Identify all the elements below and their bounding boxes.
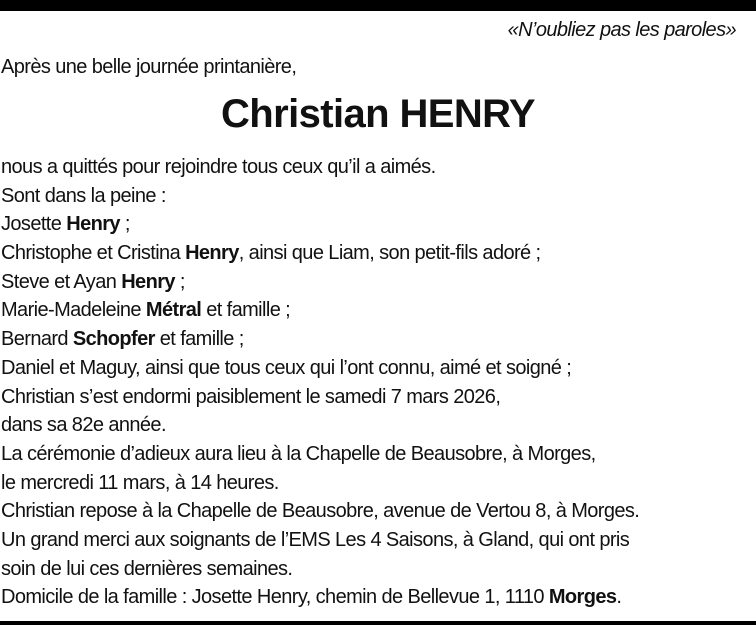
mourner-suffix: ; bbox=[119, 213, 130, 236]
obituary-body bbox=[1, 153, 756, 612]
address-town: Morges bbox=[548, 586, 617, 609]
deceased-name-heading: Christian HENRY bbox=[220, 92, 535, 136]
thanks-line: Un grand merci aux soignants de l’EMS Les 4 Saisons, à Gland, qui ont pris bbox=[1, 528, 630, 551]
bottom-border-rule bbox=[0, 621, 756, 625]
epigraph-quote: «N’oubliez pas les paroles» bbox=[507, 19, 736, 41]
mourner-given-names: Christophe et Cristina bbox=[1, 242, 186, 265]
top-border-bar bbox=[0, 0, 756, 11]
mourner-given-names: Steve et Ayan bbox=[1, 270, 122, 293]
mourner-line bbox=[1, 239, 756, 268]
body-line: dans sa 82e année. bbox=[1, 414, 166, 437]
ceremony-line: La cérémonie d’adieux aura lieu à la Chapelle de Beausobre, à Morges, bbox=[1, 442, 596, 465]
mourner-suffix: ; bbox=[174, 270, 185, 293]
address-text: Domicile de la famille : Josette Henry, chemin de Bellevue 1, 1110 bbox=[1, 586, 549, 609]
mourner-surname: Métral bbox=[145, 299, 202, 322]
mourner-given-names: Marie-Madeleine bbox=[1, 299, 146, 322]
mourner-surname: Henry bbox=[185, 242, 239, 265]
mourner-line bbox=[1, 268, 756, 297]
body-line: nous a quittés pour rejoindre tous ceux qu’il a aimés. bbox=[1, 156, 436, 178]
body-line: Christian s’est endormi paisiblement le samedi 7 mars 2026, bbox=[1, 385, 501, 408]
intro-line: Après une belle journée printanière, bbox=[1, 56, 297, 78]
mourner-suffix: et famille ; bbox=[154, 328, 244, 351]
family-address-line bbox=[1, 583, 756, 612]
rest-location-line: Christian repose à la Chapelle de Beausobre, avenue de Vertou 8, à Morges. bbox=[1, 500, 640, 523]
mourner-given-names: Josette bbox=[1, 213, 67, 236]
mourner-suffix: et famille ; bbox=[201, 299, 291, 322]
ceremony-line: le mercredi 11 mars, à 14 heures. bbox=[1, 471, 279, 494]
body-line: Sont dans la peine : bbox=[1, 184, 166, 207]
mourner-surname: Schopfer bbox=[72, 328, 155, 351]
mourner-suffix: , ainsi que Liam, son petit-fils adoré ; bbox=[238, 242, 541, 265]
body-line: Daniel et Maguy, ainsi que tous ceux qui l’ont connu, aimé et soigné ; bbox=[1, 356, 572, 379]
address-suffix: . bbox=[616, 586, 622, 609]
mourner-surname: Henry bbox=[121, 270, 175, 293]
mourner-surname: Henry bbox=[66, 213, 120, 236]
mourner-line bbox=[1, 325, 756, 354]
mourner-given-names: Bernard bbox=[1, 328, 73, 351]
thanks-line: soin de lui ces dernières semaines. bbox=[1, 557, 293, 580]
mourner-line bbox=[1, 210, 756, 239]
mourner-line bbox=[1, 296, 756, 325]
